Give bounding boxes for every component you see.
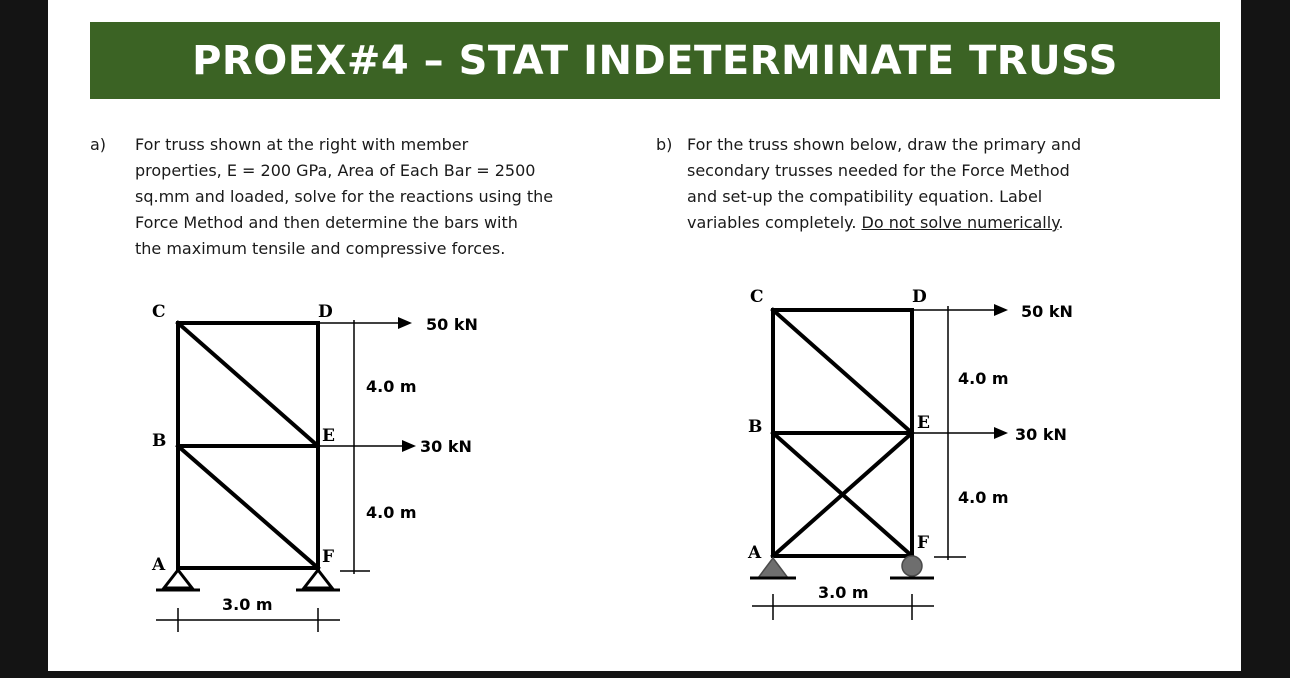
problem-b-period: . (1058, 213, 1064, 232)
member-ce (773, 310, 912, 433)
load-30kn-label: 30 kN (1015, 425, 1067, 444)
dim-lower-label: 4.0 m (366, 503, 417, 522)
problem-a-line: Force Method and then determine the bars with (135, 213, 518, 232)
dim-upper-label: 4.0 m (958, 369, 1009, 388)
load-50kn-label: 50 kN (1021, 302, 1073, 321)
problem-a-line: For truss shown at the right with member (135, 135, 469, 154)
dim-upper-label: 4.0 m (366, 377, 417, 396)
load-50kn-label: 50 kN (426, 315, 478, 334)
node-label-e: E (917, 413, 930, 433)
arrowhead-30kn (994, 427, 1008, 439)
problem-b-plain-text: variables completely. (687, 213, 862, 232)
node-label-a: A (748, 543, 762, 563)
node-label-c: C (750, 287, 764, 307)
arrowhead-50kn (994, 304, 1008, 316)
truss-b-members (773, 310, 912, 556)
problem-a-line: the maximum tensile and compressive forces. (135, 239, 506, 258)
problem-b-underlined-text: Do not solve numerically (861, 213, 1059, 232)
truss-b-supports (750, 556, 934, 578)
page-title: PROEX#4 – STAT INDETERMINATE TRUSS (192, 37, 1118, 84)
node-label-e: E (322, 426, 335, 446)
pin-support-a (758, 558, 788, 578)
dim-width-label: 3.0 m (818, 583, 869, 602)
node-label-a: A (152, 555, 166, 575)
problem-b-line: For the truss shown below, draw the primary and (687, 135, 1082, 154)
node-label-d: D (318, 302, 333, 322)
node-label-b: B (152, 431, 167, 451)
dim-lower-label: 4.0 m (958, 488, 1009, 507)
problem-b-label: b) (656, 135, 673, 154)
problem-a-line: sq.mm and loaded, solve for the reactions using the (135, 187, 554, 206)
node-label-d: D (912, 287, 927, 307)
problem-a-line: properties, E = 200 GPa, Area of Each Bar = 2500 (135, 161, 536, 180)
node-label-c: C (152, 302, 166, 322)
roller-support-f (902, 556, 922, 576)
problem-b-line: secondary trusses needed for the Force Method (687, 161, 1070, 180)
node-label-b: B (748, 417, 763, 437)
problem-a-label: a) (90, 135, 107, 154)
truss-b-dimensions (752, 306, 996, 620)
node-label-f: F (917, 533, 930, 553)
problem-b-line: and set-up the compatibility equation. Label (687, 187, 1043, 206)
load-30kn-label: 30 kN (420, 437, 472, 456)
node-label-f: F (322, 547, 335, 567)
dim-width-label: 3.0 m (222, 595, 273, 614)
